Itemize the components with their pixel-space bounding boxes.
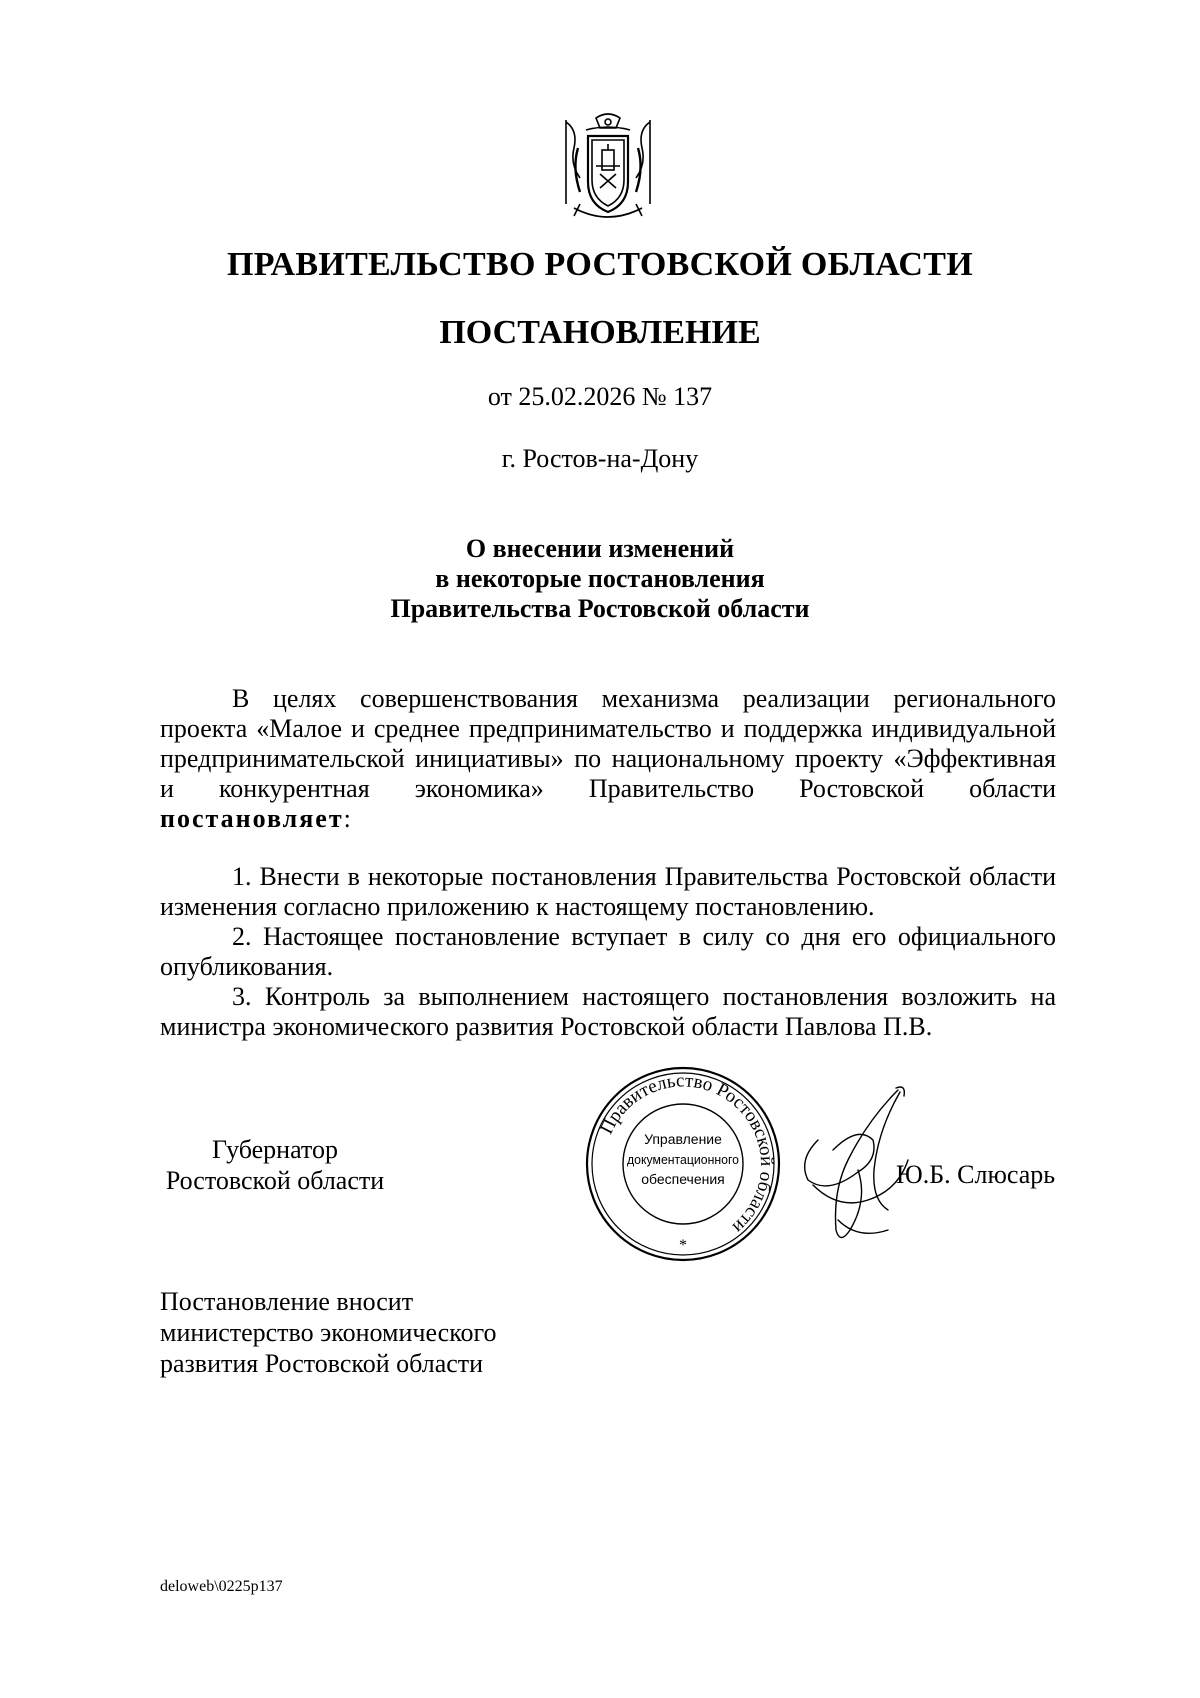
preamble-text: В целях совершенствования механизма реализации регионального проекта «Малое и среднее предпринимательство и поддержка индивидуальной предпринимательской инициативы» по национальному проекту «Эффективная и конкурентная экономика» Правительство Ростовской области (160, 684, 1056, 803)
resolution-items (160, 862, 1056, 1042)
official-seal (578, 1064, 788, 1264)
coat-of-arms-icon (556, 108, 660, 228)
subject-line-1: О внесении изменений (465, 534, 735, 563)
decree-word: постановляет (160, 804, 344, 833)
document-subject (0, 534, 1200, 624)
resolution-item: 1. Внести в некоторые постановления Правительства Ростовской области изменения согласно приложению к настоящему постановлению. (160, 862, 1056, 921)
preamble (160, 684, 1056, 834)
submitter-note (160, 1286, 560, 1379)
subject-line-3: Правительства Ростовской области (390, 594, 810, 623)
submitter-line-2: министерство экономического (160, 1318, 497, 1347)
document-code: deloweb\0225p137 (160, 1578, 283, 1595)
seal-center-line-3: обеспечения (641, 1171, 725, 1187)
decree-colon: : (343, 804, 351, 833)
seal-center-line-2: документационного (627, 1152, 739, 1167)
resolution-item: 2. Настоящее постановление вступает в силу со дня его официального опубликования. (160, 922, 1056, 981)
seal-ring-text: Правительство Ростовской области (596, 1070, 778, 1238)
date-and-number: от 25.02.2026 № 137 (487, 382, 713, 411)
subject-line-2: в некоторые постановления (435, 564, 765, 593)
organization-title: ПРАВИТЕЛЬСТВО РОСТОВСКОЙ ОБЛАСТИ (227, 246, 973, 283)
document-type: ПОСТАНОВЛЕНИЕ (439, 314, 761, 351)
signer-position-line-1: Губернатор (212, 1135, 338, 1164)
resolution-item: 3. Контроль за выполнением настоящего постановления возложить на министра экономического развития Ростовской области Павлова П.В. (160, 982, 1056, 1041)
city: г. Ростов-на-Дону (501, 444, 699, 473)
submitter-line-3: развития Ростовской области (160, 1349, 484, 1378)
seal-center-line-1: Управление (644, 1131, 722, 1147)
signer-name: Ю.Б. Слюсарь (896, 1160, 1056, 1189)
signer-position (160, 1134, 390, 1196)
seal-star: * (679, 1237, 687, 1254)
submitter-line-1: Постановление вносит (160, 1287, 414, 1316)
signer-position-line-2: Ростовской области (165, 1166, 385, 1195)
